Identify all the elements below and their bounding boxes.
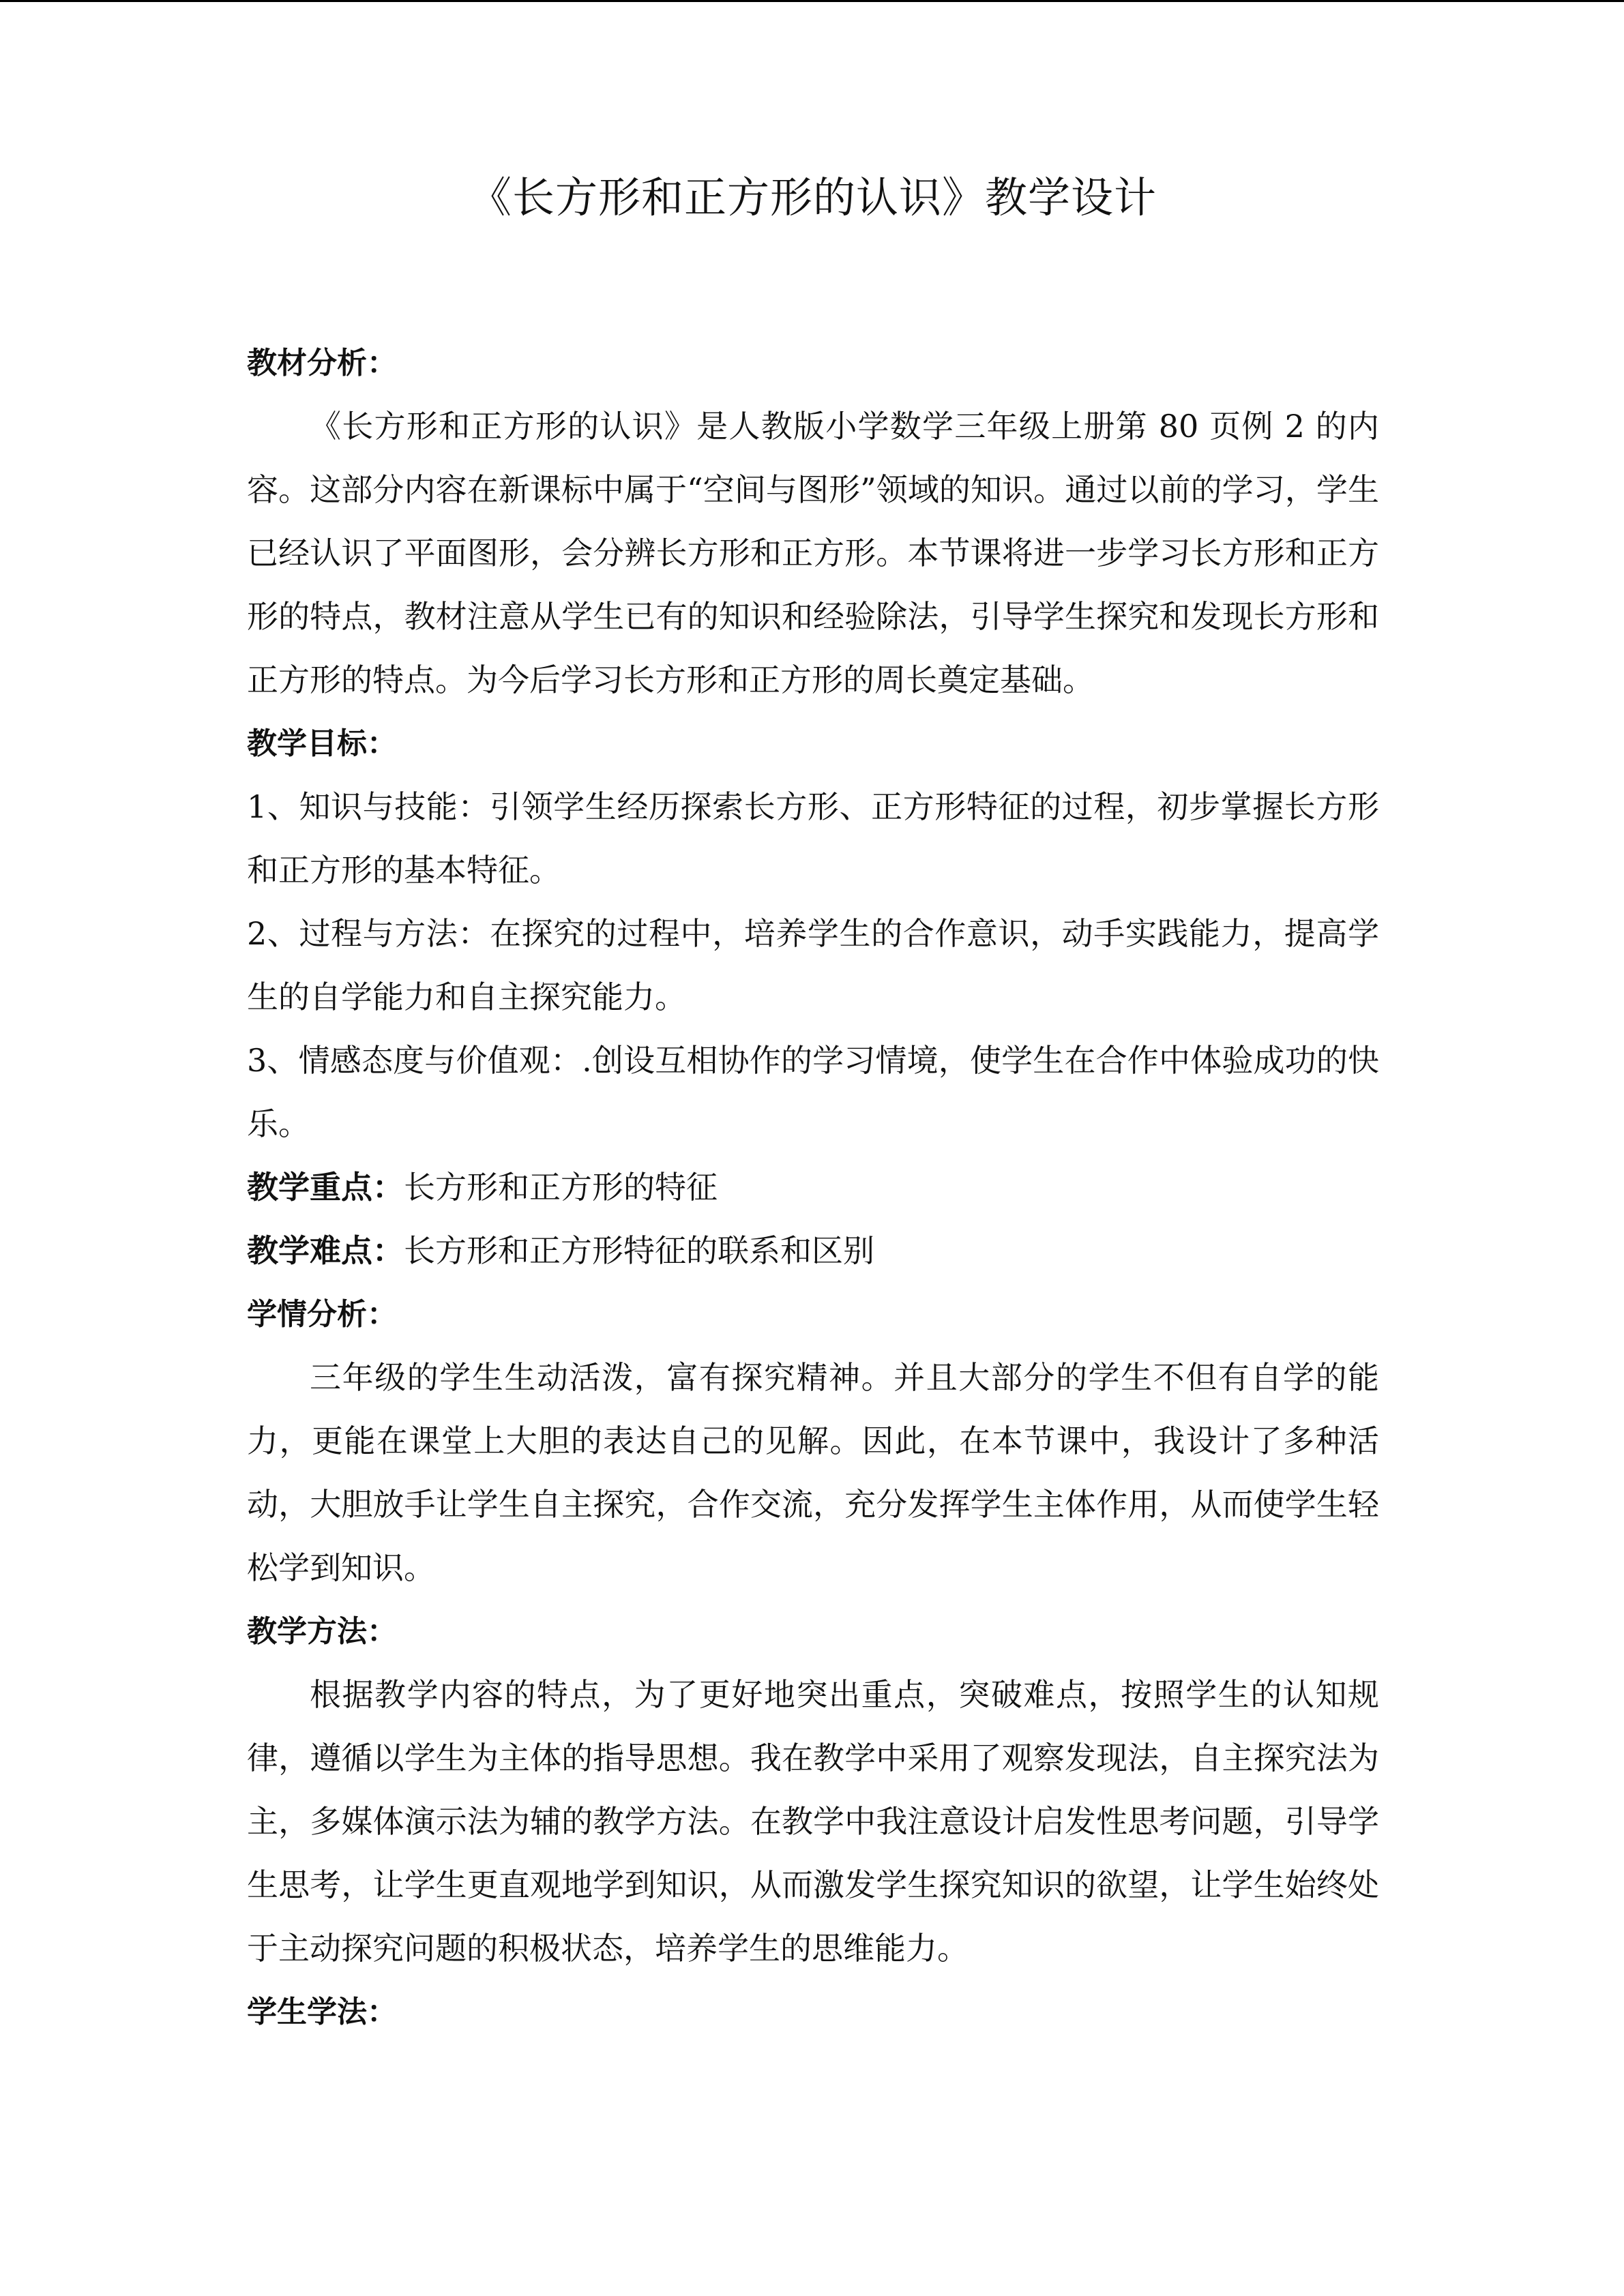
page-top-border	[0, 0, 1624, 2]
difficulty-label: 教学难点：	[247, 1232, 404, 1269]
learning-heading: 学生学法：	[247, 1995, 397, 2029]
analysis-heading: 教材分析：	[247, 346, 397, 381]
student-analysis-paragraph: 三年级的学生生动活泼，富有探究精神。并且大部分的学生不但有自学的能力，更能在课堂上大胆的表达自己的见解。因此，在本节课中，我设计了多种活动，大胆放手让学生自主探究，合作交流，充分发挥学生主体作用，从而使学生轻松学到知识。	[247, 1359, 1379, 1586]
method-paragraph: 根据教学内容的特点，为了更好地突出重点，突破难点，按照学生的认知规律，遵循以学生为主体的指导思想。我在教学中采用了观察发现法，自主探究法为主，多媒体演示法为辅的教学方法。在教学中我注意设计启发性思考问题，引导学生思考，让学生更直观地学到知识，从而激发学生探究知识的欲望，让学生始终处于主动探究问题的积极状态，培养学生的思维能力。	[247, 1676, 1379, 1967]
goal-1: 1、知识与技能：引领学生经历探索长方形、正方形特征的过程，初步掌握长方形和正方形的基本特征。	[247, 788, 1379, 889]
method-heading: 教学方法：	[247, 1614, 397, 1649]
difficulty-text: 长方形和正方形特征的联系和区别	[404, 1232, 874, 1269]
difficulty-line	[247, 1219, 1379, 1283]
key-point-line	[247, 1156, 1379, 1219]
document-title: 《长方形和正方形的认识》教学设计	[469, 173, 1157, 222]
key-point-label: 教学重点：	[247, 1169, 404, 1206]
goals-heading: 教学目标：	[247, 726, 397, 761]
key-point-text: 长方形和正方形的特征	[404, 1169, 718, 1206]
student-analysis-heading: 学情分析：	[247, 1297, 397, 1332]
goal-2: 2、过程与方法：在探究的过程中，培养学生的合作意识，动手实践能力，提高学生的自学能力和自主探究能力。	[247, 915, 1379, 1015]
goal-3: 3、情感态度与价值观：.创设互相协作的学习情境，使学生在合作中体验成功的快乐。	[247, 1042, 1379, 1142]
document-page	[247, 157, 1379, 2044]
analysis-paragraph: 《长方形和正方形的认识》是人教版小学数学三年级上册第 80 页例 2 的内容。这部分内容在新课标中属于“空间与图形”领域的知识。通过以前的学习，学生已经认识了平面图形，会分辨长方形和正方形。本节课将进一步学习长方形和正方形的特点，教材注意从学生已有的知识和经验除法，引导学生探究和发现长方形和正方形的特点。为今后学习长方形和正方形的周长奠定基础。	[247, 408, 1379, 698]
